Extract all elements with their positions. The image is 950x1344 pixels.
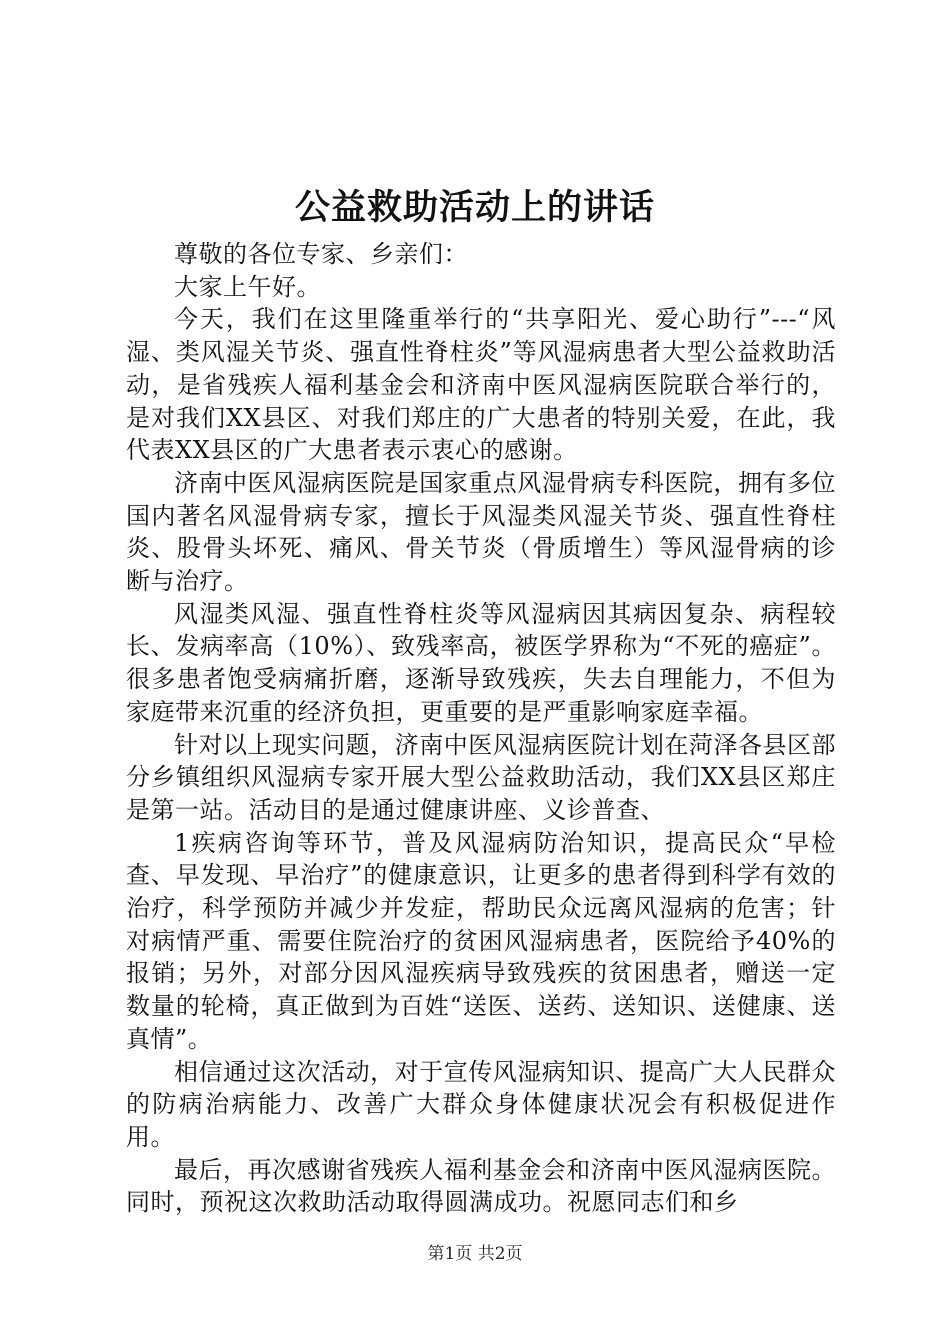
page-number: 第1页 共2页 — [427, 1244, 523, 1264]
paragraph-hospital: 济南中医风湿病医院是国家重点风湿骨病专科医院，拥有多位国内著名风湿骨病专家，擅长于风湿类风湿关节炎、强直性脊柱炎、股骨头坏死、痛风、骨关节炎（骨质增生）等风湿骨病的诊断与治疗。 — [126, 468, 836, 596]
paragraph-activities: 1疾病咨询等环节，普及风湿病防治知识，提高民众“早检查、早发现、早治疗”的健康意识，让更多的患者得到科学有效的治疗，科学预防并减少并发症，帮助民众远离风湿病的危害；针对病情严重、需要住院治疗的贫困风湿病患者，医院给予40%的报销；另外，对部分因风湿疾病导致残疾的贫困患者，赠送一定数量的轮椅，真正做到为百姓“送医、送药、送知识、送健康、送真情”。 — [126, 828, 836, 1053]
paragraph-intro: 今天，我们在这里隆重举行的“共享阳光、爱心助行”---“风湿、类风湿关节炎、强直性脊柱炎”等风湿病患者大型公益救助活动，是省残疾人福利基金会和济南中医风湿病医院联合举行的，是对我们XX县区、对我们郑庄的广大患者的特别关爱，在此，我代表XX县区的广大患者表示衷心的感谢。 — [126, 305, 836, 465]
paragraph-belief: 相信通过这次活动，对于宣传风湿病知识、提高广大人民群众的防病治病能力、改善广大群众身体健康状况会有积极促进作用。 — [126, 1057, 836, 1151]
paragraph-disease: 风湿类风湿、强直性脊柱炎等风湿病因其病因复杂、病程较长、发病率高（10%）、致残率高，被医学界称为“不死的癌症”。很多患者饱受病痛折磨，逐渐导致残疾，失去自理能力，不但为家庭带来沉重的经济负担，更重要的是严重影响家庭幸福。 — [126, 599, 836, 726]
paragraph-greeting: 尊敬的各位专家、乡亲们： — [174, 240, 468, 268]
document-body — [126, 238, 836, 1219]
paragraph-good-morning: 大家上午好。 — [174, 272, 321, 301]
document-title: 公益救助活动上的讲话 — [294, 187, 655, 228]
paragraph-plan: 针对以上现实问题，济南中医风湿病医院计划在菏泽各县区部分乡镇组织风湿病专家开展大型公益救助活动，我们XX县区郑庄是第一站。活动目的是通过健康讲座、义诊普查、 — [126, 730, 836, 824]
paragraph-closing: 最后，再次感谢省残疾人福利基金会和济南中医风湿病医院。同时，预祝这次救助活动取得圆满成功。祝愿同志们和乡 — [126, 1155, 836, 1217]
